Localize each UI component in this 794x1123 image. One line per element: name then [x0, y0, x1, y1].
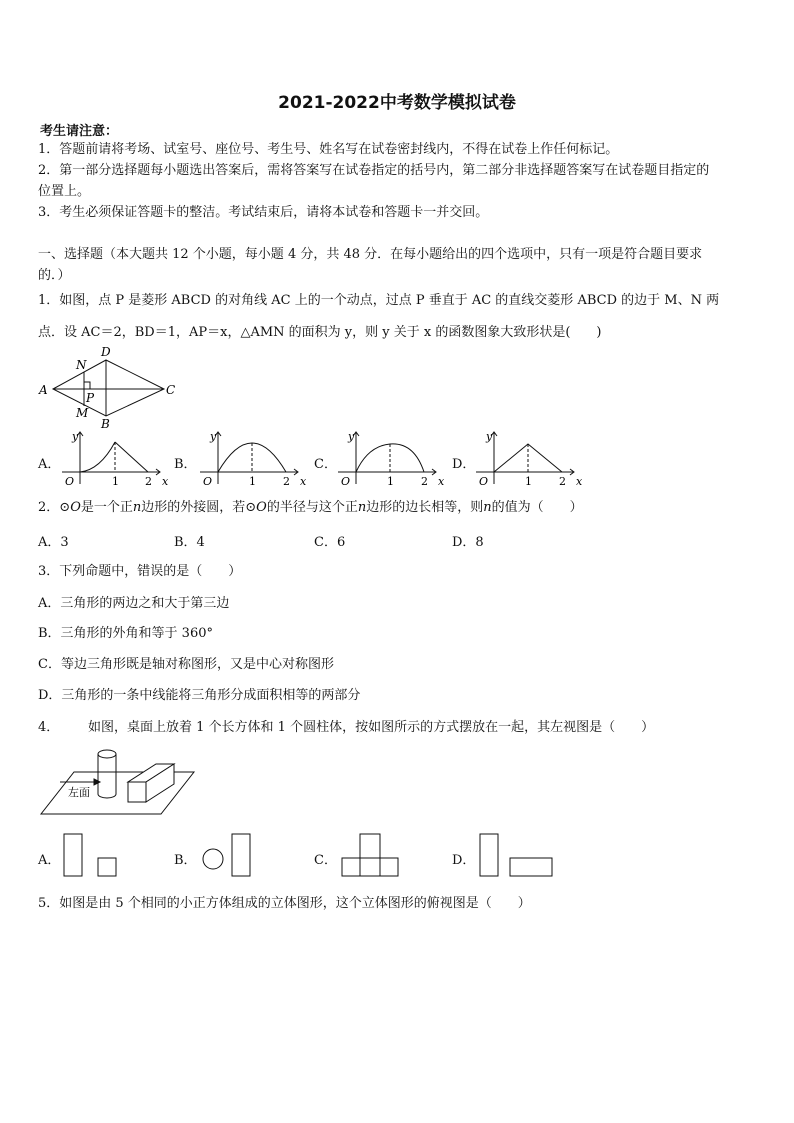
q4-option-b-figure	[200, 832, 260, 880]
tick-2: 2	[421, 475, 428, 488]
label-m: M	[76, 406, 89, 420]
right-angle-mark	[84, 382, 90, 389]
line-fall	[115, 442, 148, 472]
q4-number: 4．	[38, 720, 60, 735]
notice-item: 3．考生必须保证答题卡的整洁。考试结束后，请将本试卷和答题卡一并交回。	[38, 205, 489, 220]
axis-y-label: y	[486, 430, 493, 443]
q4-option-c: C．	[314, 853, 337, 868]
q4-option-d-figure	[478, 832, 558, 880]
q1-stem-cont: 点．设 AC＝2，BD＝1，AP＝x，△AMN 的面积为 y，则 y 关于 x 的函数图象大致形状是( )	[38, 325, 602, 340]
notice-item: 位置上。	[38, 184, 91, 199]
q4-figure	[36, 742, 206, 822]
origin-label: O	[65, 475, 75, 488]
q3-option-d: D．三角形的一条中线能将三角形分成面积相等的两部分	[38, 688, 361, 703]
rhombus-figure	[36, 344, 186, 434]
axis-x-label: x	[438, 475, 445, 488]
q4-option-c-figure	[340, 832, 404, 880]
q3-option-c: C．等边三角形既是轴对称图形，又是中心对称图形	[38, 657, 334, 672]
cuboid-front	[128, 782, 146, 802]
q1-option-b: B．	[174, 457, 197, 472]
q1-option-a: A．	[38, 457, 61, 472]
q3-option-b: B．三角形的外角和等于 360°	[38, 626, 213, 641]
tick-1: 1	[525, 475, 532, 488]
notice-item: 2．第一部分选择题每小题选出答案后，需将答案写在试卷指定的括号内，第二部分非选择题答案写在试卷题目指定的	[38, 163, 710, 178]
q2-option-b: B．4	[174, 535, 205, 550]
cylinder-top	[98, 750, 116, 758]
q1-graph-b	[198, 428, 308, 488]
origin-label: O	[203, 475, 213, 488]
q2-option-c: C．6	[314, 535, 346, 550]
rhombus-outline	[53, 360, 164, 416]
q2-option-d: D．8	[452, 535, 484, 550]
q4-option-b: B．	[174, 853, 197, 868]
q1-stem: 1．如图，点 P 是菱形 ABCD 的对角线 AC 上的一个动点，过点 P 垂直于 AC 的直线交菱形 ABCD 的边于 M、N 两	[38, 293, 720, 308]
axis-x-label: x	[576, 475, 583, 488]
axis-y-label: y	[348, 430, 355, 443]
curve-rise	[80, 442, 115, 472]
q5-stem: 5．如图是由 5 个相同的小正方体组成的立体图形，这个立体图形的俯视图是（ ）	[38, 896, 531, 911]
curve-arch	[218, 443, 286, 472]
notice-heading: 考生请注意：	[40, 124, 119, 139]
tick-1: 1	[112, 475, 119, 488]
axis-y-label: y	[210, 430, 217, 443]
q4-option-a-figure	[62, 832, 122, 880]
label-n: N	[76, 358, 87, 372]
origin-label: O	[341, 475, 351, 488]
q1-graph-d	[474, 428, 584, 488]
axis-y-label: y	[72, 430, 79, 443]
origin-label: O	[479, 475, 489, 488]
axis-x-label: x	[162, 475, 169, 488]
q4-option-d: D．	[452, 853, 476, 868]
label-b: B	[101, 417, 110, 431]
label-c: C	[166, 383, 176, 397]
q4-stem: 如图，桌面上放着 1 个长方体和 1 个圆柱体，按如图所示的方式摆放在一起，其左视图是（ ）	[88, 720, 655, 735]
left-view-label: 左面	[68, 786, 90, 799]
q1-option-d: D．	[452, 457, 476, 472]
q2-stem: 2．⊙O是一个正n边形的外接圆，若⊙O的半径与这个正n边形的边长相等，则n的值为（ ）	[38, 500, 583, 515]
q3-option-a: A．三角形的两边之和大于第三边	[38, 596, 230, 611]
notice-item: 1．答题前请将考场、试室号、座位号、考生号、姓名写在试卷密封线内，不得在试卷上作任何标记。	[38, 142, 619, 157]
section-heading: 一、选择题（本大题共 12 个小题，每小题 4 分，共 48 分．在每小题给出的四个选项中，只有一项是符合题目要求	[38, 247, 703, 262]
label-d: D	[101, 345, 111, 359]
q2-option-a: A．3	[38, 535, 69, 550]
tick-1: 1	[387, 475, 394, 488]
tick-1: 1	[249, 475, 256, 488]
curve-rise	[356, 444, 390, 472]
q3-stem: 3．下列命题中，错误的是（ ）	[38, 564, 242, 579]
q1-graph-a	[60, 428, 170, 488]
curve-fall	[390, 444, 424, 472]
axis-x-label: x	[300, 475, 307, 488]
section-heading-cont: 的．）	[38, 268, 71, 283]
q1-graph-c	[336, 428, 446, 488]
tick-2: 2	[283, 475, 290, 488]
q4-option-a: A．	[38, 853, 61, 868]
tick-2: 2	[145, 475, 152, 488]
label-a: A	[39, 383, 48, 397]
q1-option-c: C．	[314, 457, 337, 472]
triangle-graph	[494, 444, 562, 472]
tick-2: 2	[559, 475, 566, 488]
label-p: P	[86, 391, 95, 405]
page-title: 2021-2022中考数学模拟试卷	[278, 93, 516, 113]
